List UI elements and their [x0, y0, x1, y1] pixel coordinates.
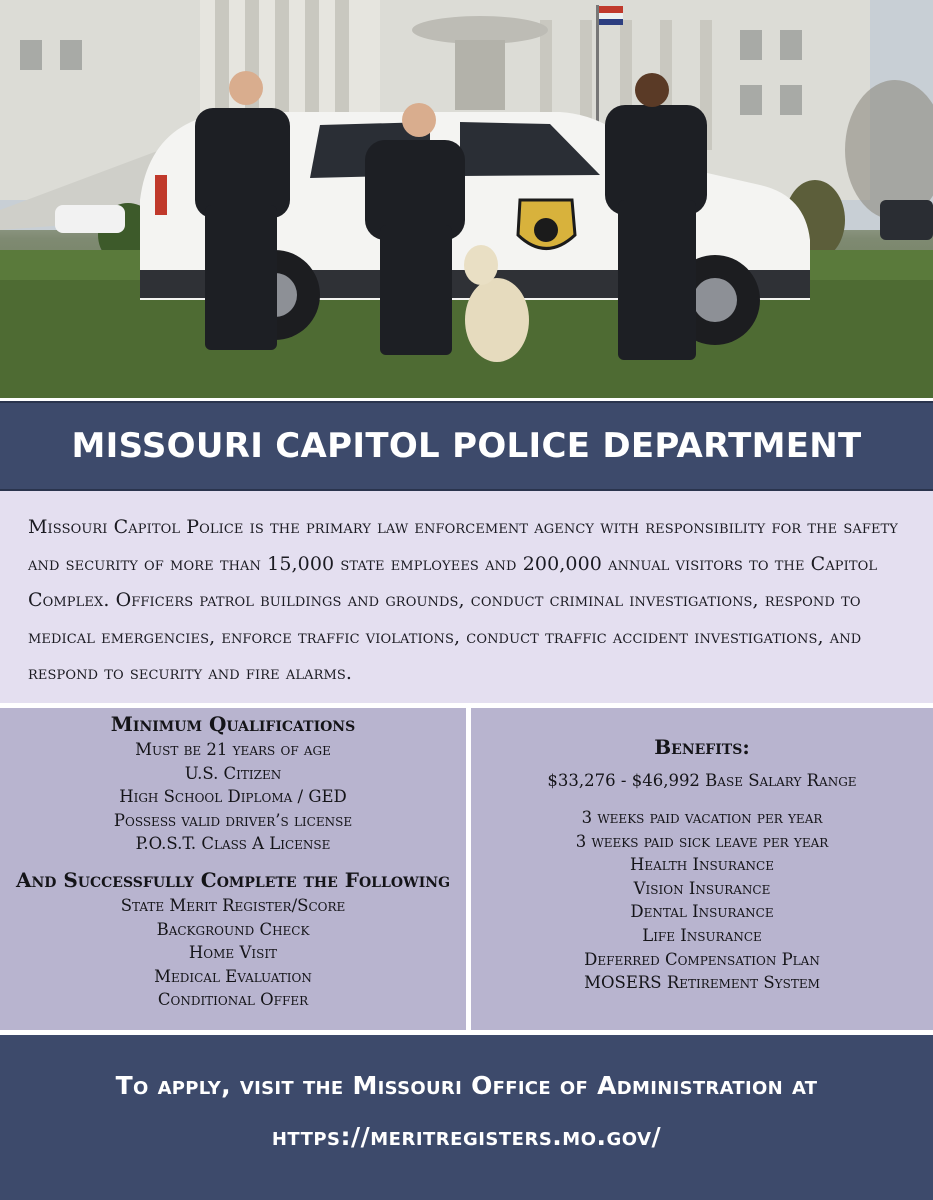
- intro-text: Missouri Capitol Police is the primary law enforcement agency with responsibility for the safety and security of more than 15,000 state employees and 200,000 annual visitors to the Capitol Complex. Officers patrol buildings and grounds, conduct criminal investigations, respond to medical emergencies, enforce traffic violations, conduct traffic accident investigations, and respond to security and fire alarms.: [28, 516, 898, 684]
- list-item: U.S. Citizen: [184, 763, 282, 783]
- list-item: State Merit Register/Score: [120, 895, 346, 915]
- list-item: Vision Insurance: [633, 878, 771, 898]
- apply-link[interactable]: https://meritregisters.mo.gov/: [271, 1122, 662, 1151]
- list-item: Health Insurance: [629, 855, 774, 875]
- intro-section: [0, 491, 933, 703]
- list-item: Home Visit: [188, 943, 278, 963]
- list-item: MOSERS Retirement System: [584, 973, 820, 993]
- salary-range: $33,276 - $46,992 Base Salary Range: [547, 771, 857, 790]
- title-band: [0, 401, 933, 491]
- qualifications-heading: Minimum Qualifications: [110, 712, 356, 736]
- benefits-list: [471, 806, 933, 995]
- apply-footer: [0, 1035, 933, 1200]
- list-item: Life Insurance: [642, 925, 762, 945]
- qualifications-list: [0, 738, 466, 856]
- benefits-panel: [471, 708, 933, 1030]
- apply-text: To apply, visit the Missouri Office of Administration at: [115, 1071, 818, 1100]
- list-item: Medical Evaluation: [154, 966, 312, 986]
- list-item: P.O.S.T. Class A License: [135, 834, 331, 854]
- list-item: Background Check: [156, 919, 310, 939]
- complete-heading: And Successfully Complete the Following: [15, 867, 451, 892]
- list-item: Must be 21 years of age: [135, 740, 331, 759]
- list-item: High School Diploma / GED: [119, 787, 347, 807]
- qualifications-panel: [0, 708, 466, 1030]
- benefits-heading: Benefits:: [654, 735, 750, 759]
- list-item: 3 weeks paid vacation per year: [581, 808, 823, 827]
- complete-list: [0, 894, 466, 1012]
- list-item: 3 weeks paid sick leave per year: [575, 831, 829, 851]
- hero-photo: [0, 0, 933, 398]
- list-item: Dental Insurance: [630, 902, 774, 922]
- page-title: MISSOURI CAPITOL POLICE DEPARTMENT: [71, 426, 862, 466]
- hero-illustration: [0, 0, 933, 398]
- list-item: Deferred Compensation Plan: [584, 949, 820, 969]
- list-item: Conditional Offer: [157, 990, 309, 1010]
- list-item: Possess valid driver’s license: [113, 810, 353, 830]
